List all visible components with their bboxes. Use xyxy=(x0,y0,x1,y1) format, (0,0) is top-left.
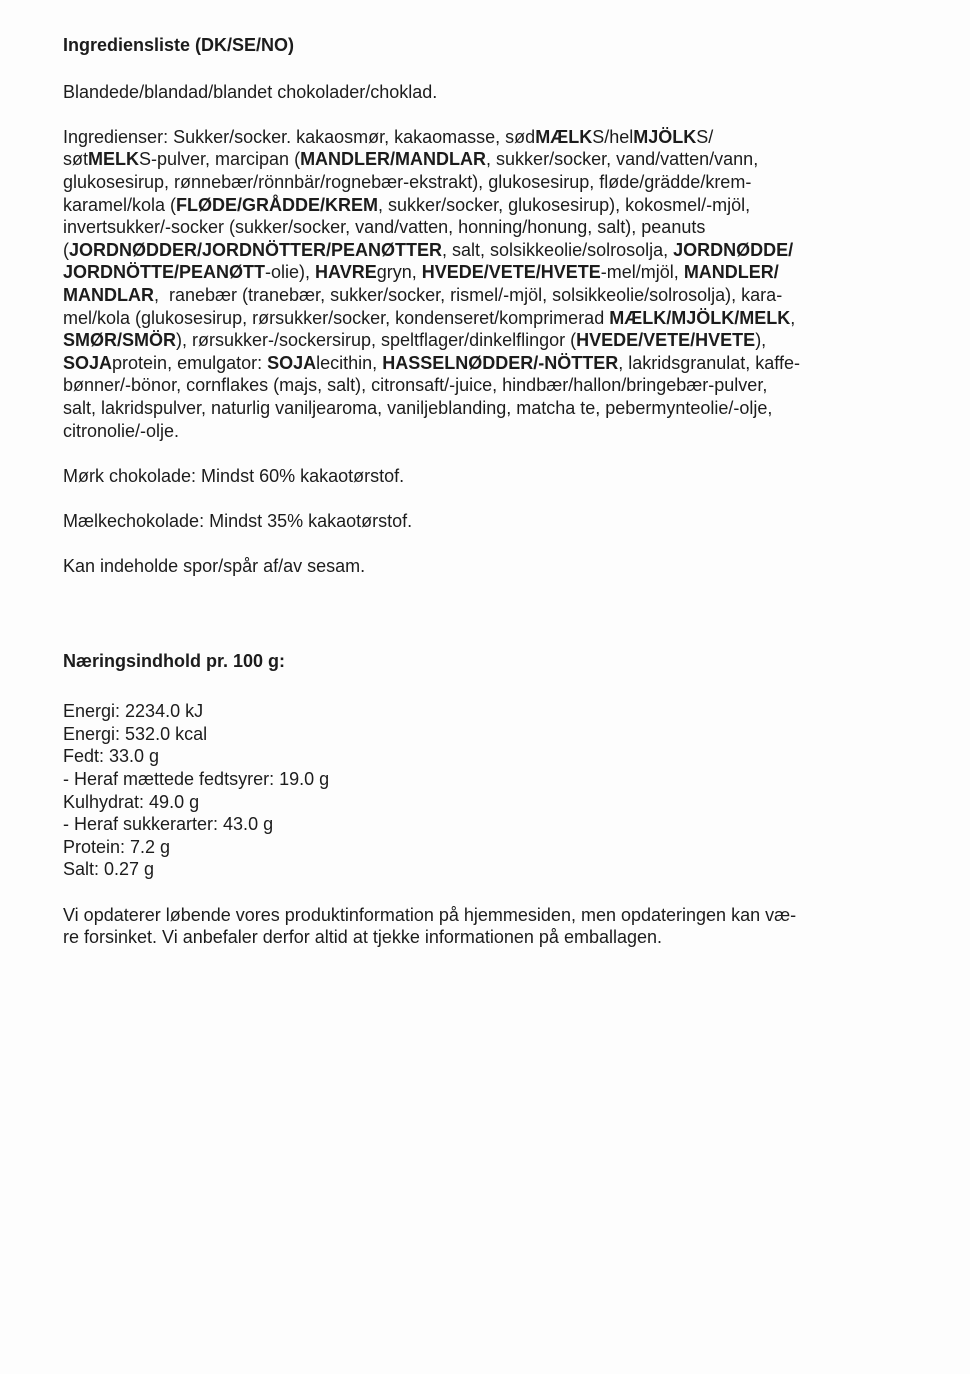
nutrition-list xyxy=(63,700,920,881)
text-line xyxy=(63,148,920,171)
allergen-bold-text: HVEDE/VETE/HVETE xyxy=(421,262,601,283)
allergen-bold-text: MANDLAR xyxy=(63,284,154,305)
allergen-bold-text: JORDNÖTTE/PEANØTT xyxy=(63,262,266,283)
allergen-bold-text: MJÖLK xyxy=(633,126,697,147)
dark-chocolate-statement: Mørk chokolade: Mindst 60% kakaotørstof. xyxy=(63,465,405,486)
ingredient-text: S/ xyxy=(696,126,714,147)
allergen-bold-text: SMØR/SMÖR xyxy=(63,330,177,351)
allergen-bold-text: HAVRE xyxy=(315,262,377,283)
ingredient-text: -mel/mjöl, xyxy=(600,262,684,283)
ingredient-text: glukosesirup, rønnebær/rönnbär/rognebær-ekstrakt), glukosesirup, fløde/grädde/krem- xyxy=(63,171,752,192)
page-title: Ingrediensliste (DK/SE/NO) xyxy=(63,35,295,55)
ingredient-text: søt xyxy=(63,149,88,170)
text-line: Vi opdaterer løbende vores produktinformation på hjemmesiden, men opdateringen kan væ- xyxy=(63,904,797,925)
ingredient-text: Ingredienser: Sukker/socker. kakaosmør, kakaomasse, sød xyxy=(63,126,536,147)
product-description: Blandede/blandad/blandet chokolader/choklad. xyxy=(63,81,438,102)
text-line: Fedt: 33.0 g xyxy=(63,746,160,767)
text-line xyxy=(63,352,920,375)
ingredient-text: , lakridsgranulat, kaffe- xyxy=(618,352,800,373)
ingredient-text: , xyxy=(790,307,796,328)
ingredients-paragraph xyxy=(63,126,920,442)
allergen-bold-text: FLØDE/GRÅDDE/KREM xyxy=(176,194,379,215)
ingredient-text: ( xyxy=(63,239,69,260)
ingredient-text: mel/kola (glukosesirup, rørsukker/socker, kondenseret/komprimerad xyxy=(63,307,610,328)
ingredient-text: , sukker/socker, vand/vatten/vann, xyxy=(486,149,759,170)
text-line xyxy=(63,284,920,307)
text-line xyxy=(63,374,920,397)
sesame-allergen-statement: Kan indeholde spor/spår af/av sesam. xyxy=(63,556,366,577)
allergen-bold-text: MANDLER/MANDLAR xyxy=(300,149,487,170)
text-line: Kulhydrat: 49.0 g xyxy=(63,791,200,812)
text-line xyxy=(63,216,920,239)
ingredient-text: , salt, solsikkeolie/solrosolja, xyxy=(442,239,674,260)
ingredient-text: invertsukker/-socker (sukker/socker, vand/vatten, honning/honung, salt), peanuts xyxy=(63,217,706,238)
allergen-bold-text: HVEDE/VETE/HVETE xyxy=(576,330,756,351)
ingredient-text: salt, lakridspulver, naturlig vaniljearoma, vaniljeblanding, matcha te, pebermynteolie/-olje, xyxy=(63,397,773,418)
allergen-bold-text: SOJA xyxy=(63,352,113,373)
ingredient-text: bønner/-bönor, cornflakes (majs, salt), citronsaft/-juice, hindbær/hallon/bringebær-pulver, xyxy=(63,375,768,396)
allergen-bold-text: JORDNØDDE/ xyxy=(673,239,794,260)
text-line: Energi: 2234.0 kJ xyxy=(63,701,204,722)
ingredient-text: lecithin, xyxy=(316,352,383,373)
text-line xyxy=(63,397,920,420)
text-line: - Heraf sukkerarter: 43.0 g xyxy=(63,814,274,835)
text-line xyxy=(63,420,920,443)
text-line: Salt: 0.27 g xyxy=(63,859,155,880)
ingredient-text: karamel/kola ( xyxy=(63,194,177,215)
text-line xyxy=(63,194,920,217)
text-line xyxy=(63,239,920,262)
text-line: re forsinket. Vi anbefaler derfor altid at tjekke informationen på emballagen. xyxy=(63,927,663,948)
text-line: - Heraf mættede fedtsyrer: 19.0 g xyxy=(63,769,330,790)
ingredient-text: protein, emulgator: xyxy=(112,352,268,373)
ingredient-text: gryn, xyxy=(376,262,422,283)
ingredient-text: citronolie/-olje. xyxy=(63,420,180,441)
ingredient-text: ), rørsukker-/sockersirup, speltflager/dinkelflingor ( xyxy=(176,330,577,351)
ingredient-text: S-pulver, marcipan ( xyxy=(139,149,301,170)
allergen-bold-text: MELK xyxy=(88,149,139,170)
allergen-bold-text: HASSELNØDDER/-NÖTTER xyxy=(382,352,619,373)
text-line xyxy=(63,307,920,330)
ingredient-text: S/hel xyxy=(592,126,634,147)
ingredient-text: , sukker/socker, glukosesirup), kokosmel/-mjöl, xyxy=(378,194,751,215)
text-line xyxy=(63,126,920,149)
text-line: Protein: 7.2 g xyxy=(63,836,171,857)
footer-note xyxy=(63,904,920,949)
ingredient-text: ), xyxy=(755,330,767,351)
milk-chocolate-statement: Mælkechokolade: Mindst 35% kakaotørstof. xyxy=(63,510,413,531)
allergen-bold-text: MÆLK xyxy=(535,126,593,147)
allergen-bold-text: MANDLER/ xyxy=(683,262,779,283)
text-line xyxy=(63,261,920,284)
allergen-bold-text: SOJA xyxy=(267,352,317,373)
text-line: Energi: 532.0 kcal xyxy=(63,723,208,744)
nutrition-header: Næringsindhold pr. 100 g: xyxy=(63,650,286,671)
text-line xyxy=(63,329,920,352)
allergen-bold-text: JORDNØDDER/JORDNÖTTER/PEANØTTER xyxy=(69,239,443,260)
ingredient-text: , ranebær (tranebær, sukker/socker, rismel/-mjöl, solsikkeolie/solrosolja), kara- xyxy=(153,284,783,305)
text-line xyxy=(63,171,920,194)
ingredient-text: -olie), xyxy=(265,262,316,283)
allergen-bold-text: MÆLK/MJÖLK/MELK xyxy=(609,307,791,328)
